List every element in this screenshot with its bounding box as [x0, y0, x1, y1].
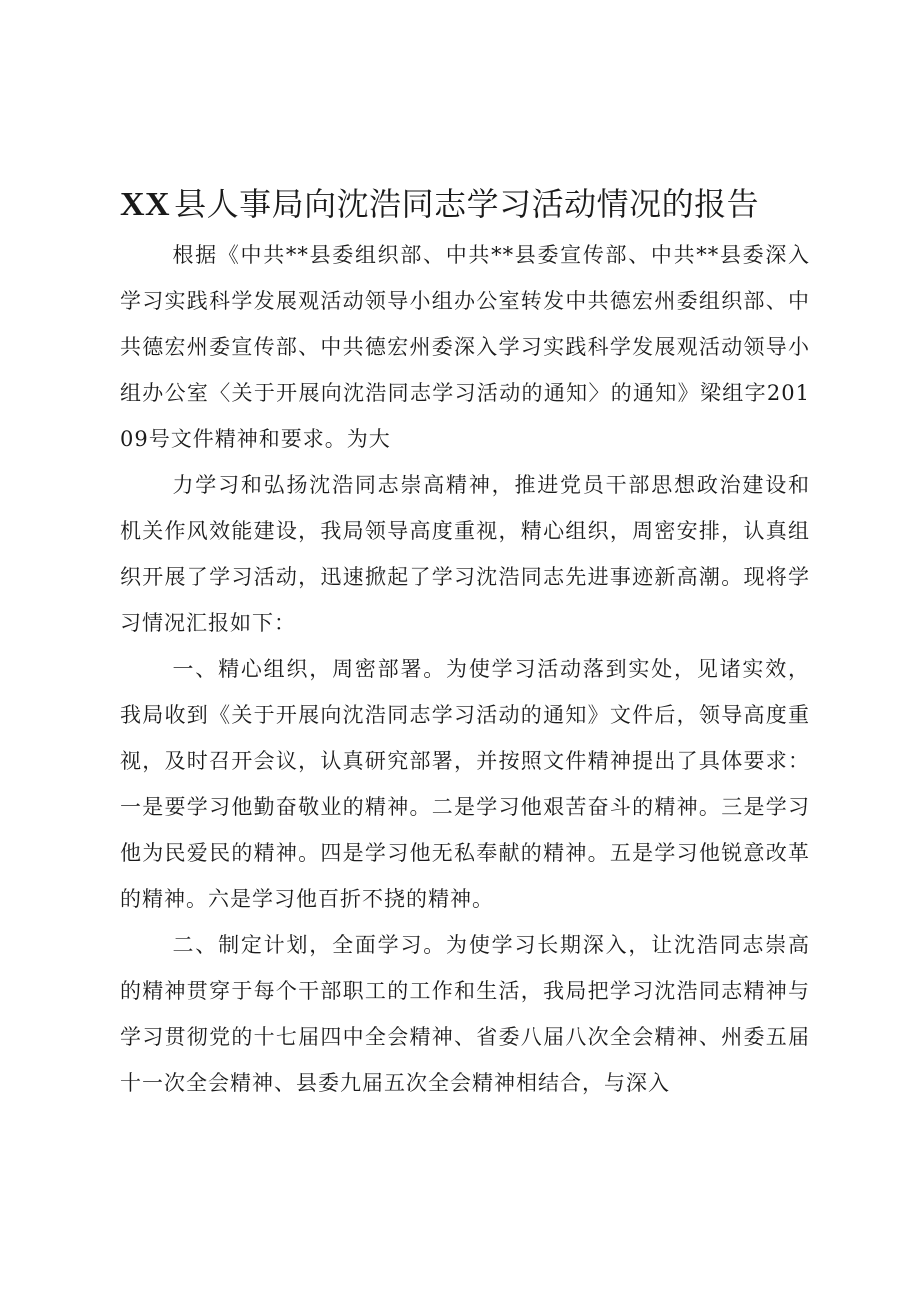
title-prefix: XX	[120, 186, 171, 223]
document-title	[120, 176, 820, 233]
paragraph-section-two: 二、制定计划，全面学习。为使学习长期深入，让沈浩同志崇高的精神贯穿于每个干部职工的工作和生活，我局把学习沈浩同志精神与学习贯彻党的十七届四中全会精神、省委八届八次全会精神、州委五届十一次全会精神、县委九届五次全会精神相结合，与深入	[120, 933, 810, 1095]
paragraph-intro: 根据《中共**县委组织部、中共**县委宣传部、中共**县委深入学习实践科学发展观活动领导小组办公室转发中共德宏州委组织部、中共德宏州委宣传部、中共德宏州委深入学习实践科学发展观活动领导小组办公室〈关于开展向沈浩同志学习活动的通知〉的通知》梁组字20109号文件精神和要求。为大	[120, 243, 810, 451]
paragraph-section-one: 一、精心组织，周密部署。为使学习活动落到实处，见诸实效，我局收到《关于开展向沈浩同志学习活动的通知》文件后，领导高度重视，及时召开会议，认真研究部署，并按照文件精神提出了具体要求：一是要学习他勤奋敬业的精神。二是学习他艰苦奋斗的精神。三是学习他为民爱民的精神。四是学习他无私奉献的精神。五是学习他锐意改革的精神。六是学习他百折不挠的精神。	[120, 657, 810, 911]
title-text: 县人事局向沈浩同志学习活动情况的报告	[174, 185, 760, 223]
paragraph-summary: 力学习和弘扬沈浩同志崇高精神，推进党员干部思想政治建设和机关作风效能建设，我局领导高度重视，精心组织，周密安排，认真组织开展了学习活动，迅速掀起了学习沈浩同志先进事迹新高潮。现将学习情况汇报如下：	[120, 473, 810, 635]
document-body	[120, 232, 810, 1106]
